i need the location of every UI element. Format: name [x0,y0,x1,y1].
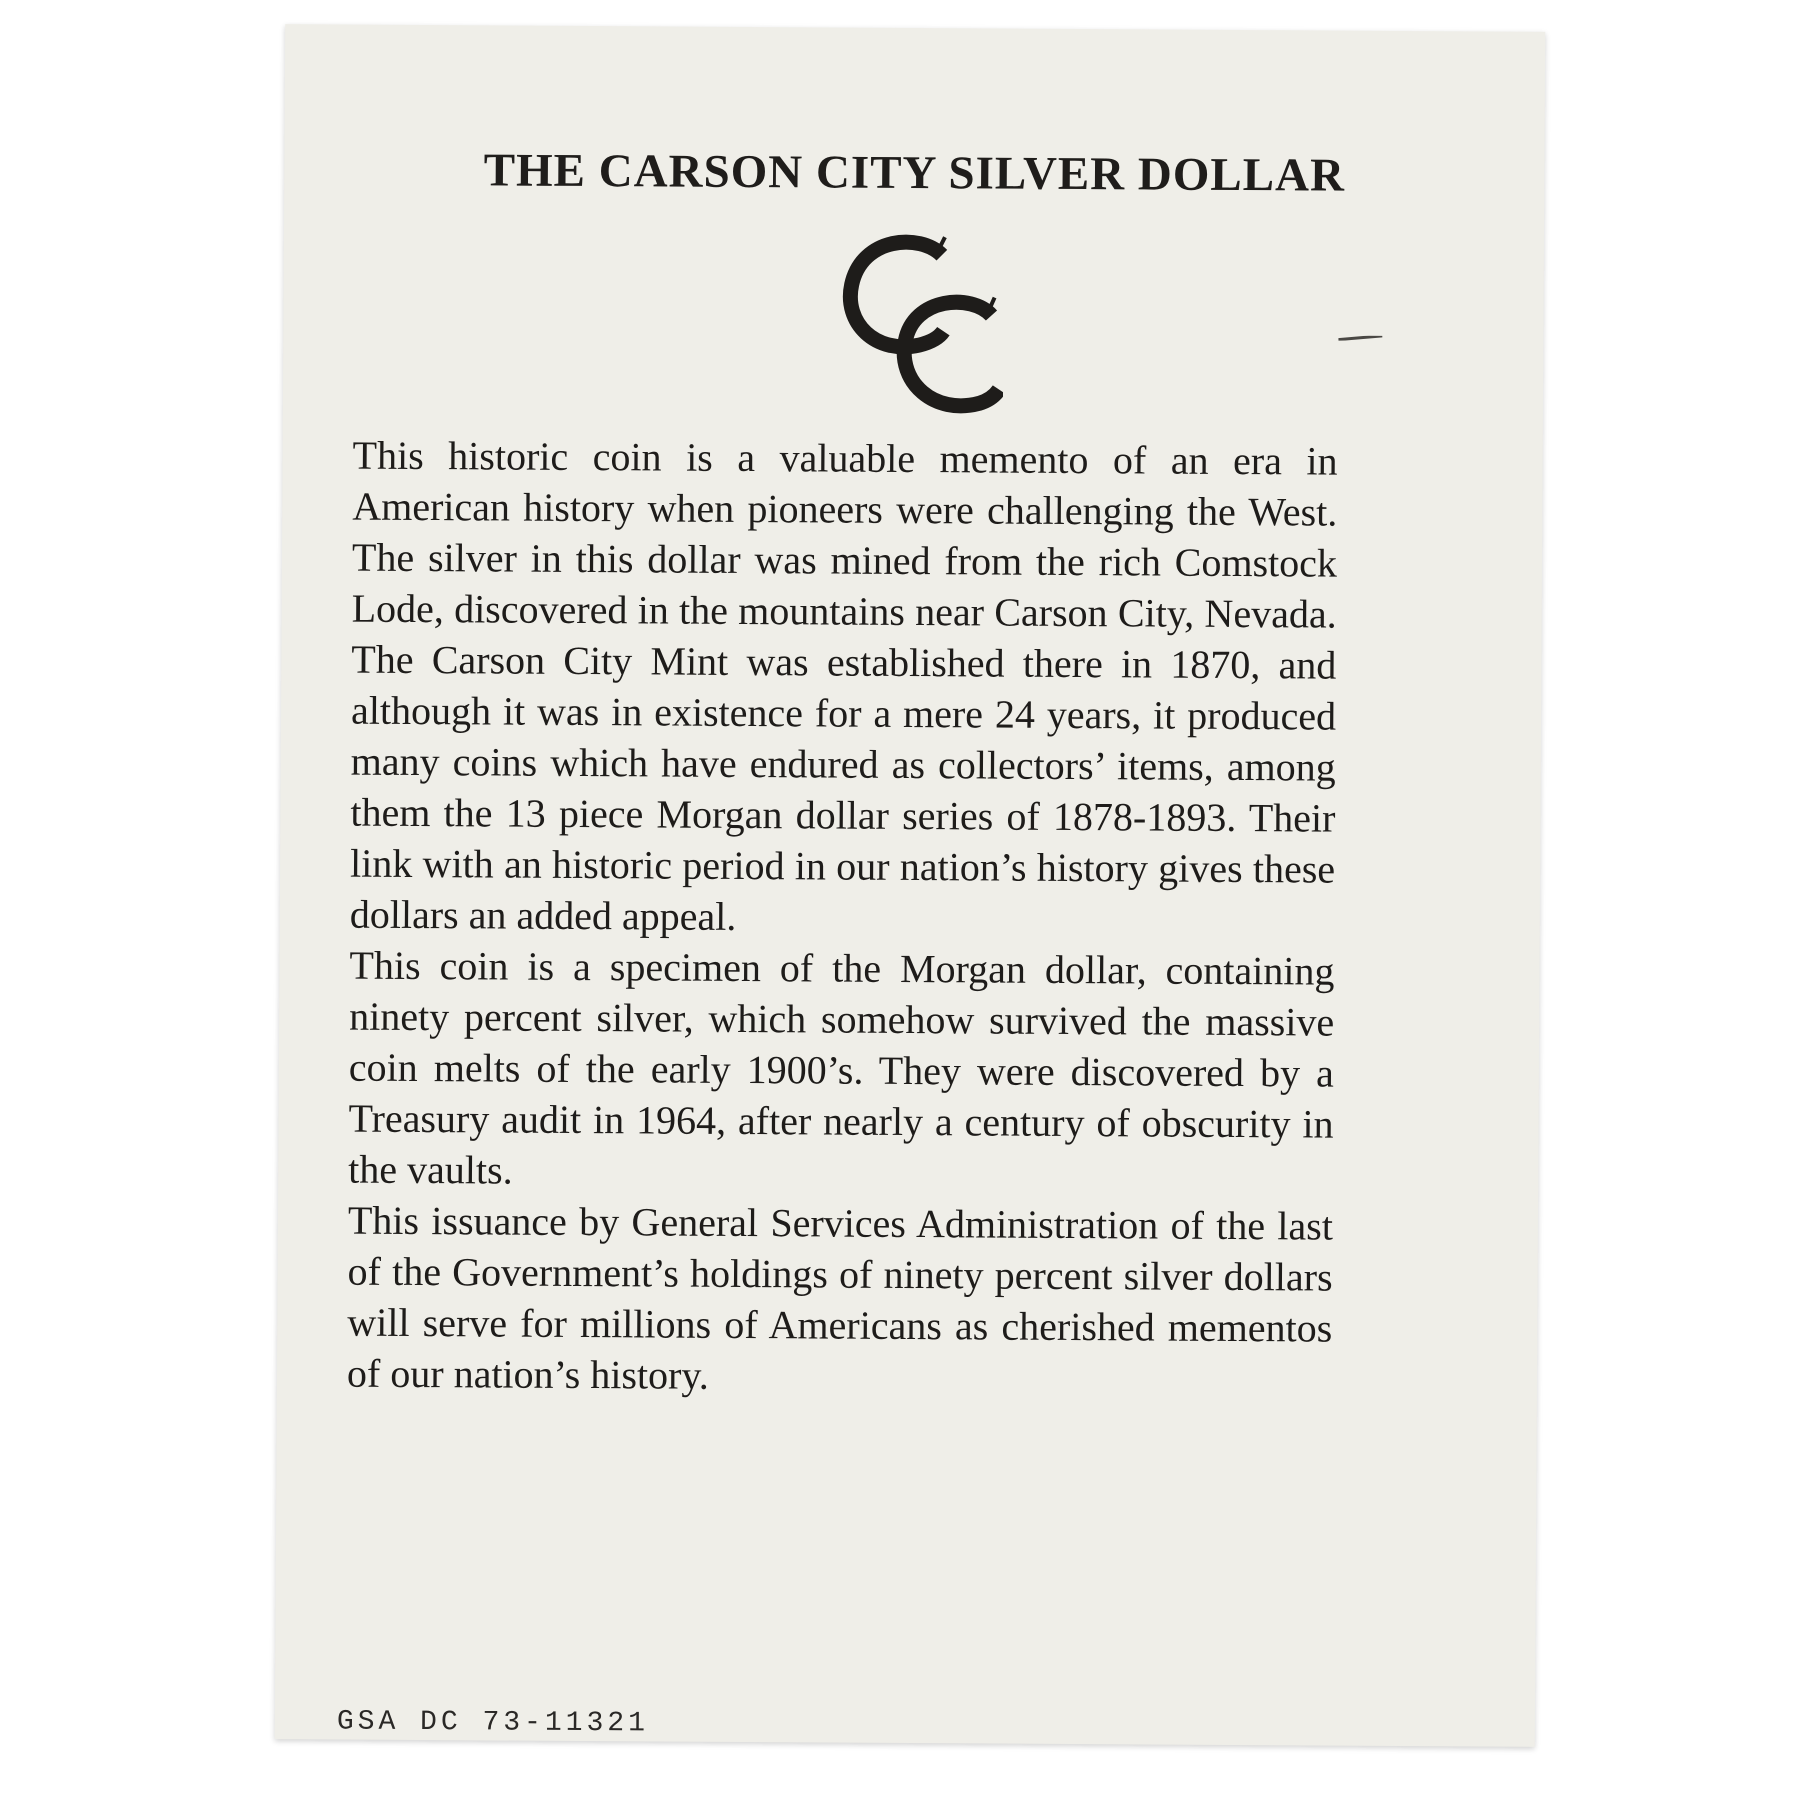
ink-smudge [1338,336,1382,341]
paragraph-history: This historic coin is a valuable memento of an era in American history when pioneers were challenging the West. The silver in this dollar was mined from the rich Comstock Lode, discovered in the mountains near Carson City, Nevada. The Carson City Mint was established there in 1870, and although it was in existence for a mere 24 years, it produced many coins which have endured as collectors’ items, among them the 13 piece Morgan dollar series of 1878-1893. Their link with an historic period in our nation’s history gives these dollars an added appeal. [349,432,1338,939]
card-title: THE CARSON CITY SILVER DOLLAR [483,144,1346,202]
paragraph-gsa-issuance: This issuance by General Services Administration of the last of the Government’s holdings of ninety percent silver dollars will serve for millions of Americans as cherished mementos of our nation’s history. [346,1197,1334,1398]
catalog-code: GSA DC 73-11321 [336,1706,650,1740]
description-text [347,430,1338,1405]
info-card [275,24,1545,1747]
paragraph-morgan-dollar: This coin is a specimen of the Morgan dollar, containing ninety percent silver, which somehow survived the massive coin melts of the early 1900’s. They were discovered by a Treasury audit in 1964, after nearly a century of obscurity in the vaults. [348,942,1335,1193]
cc-monogram [283,229,1544,437]
